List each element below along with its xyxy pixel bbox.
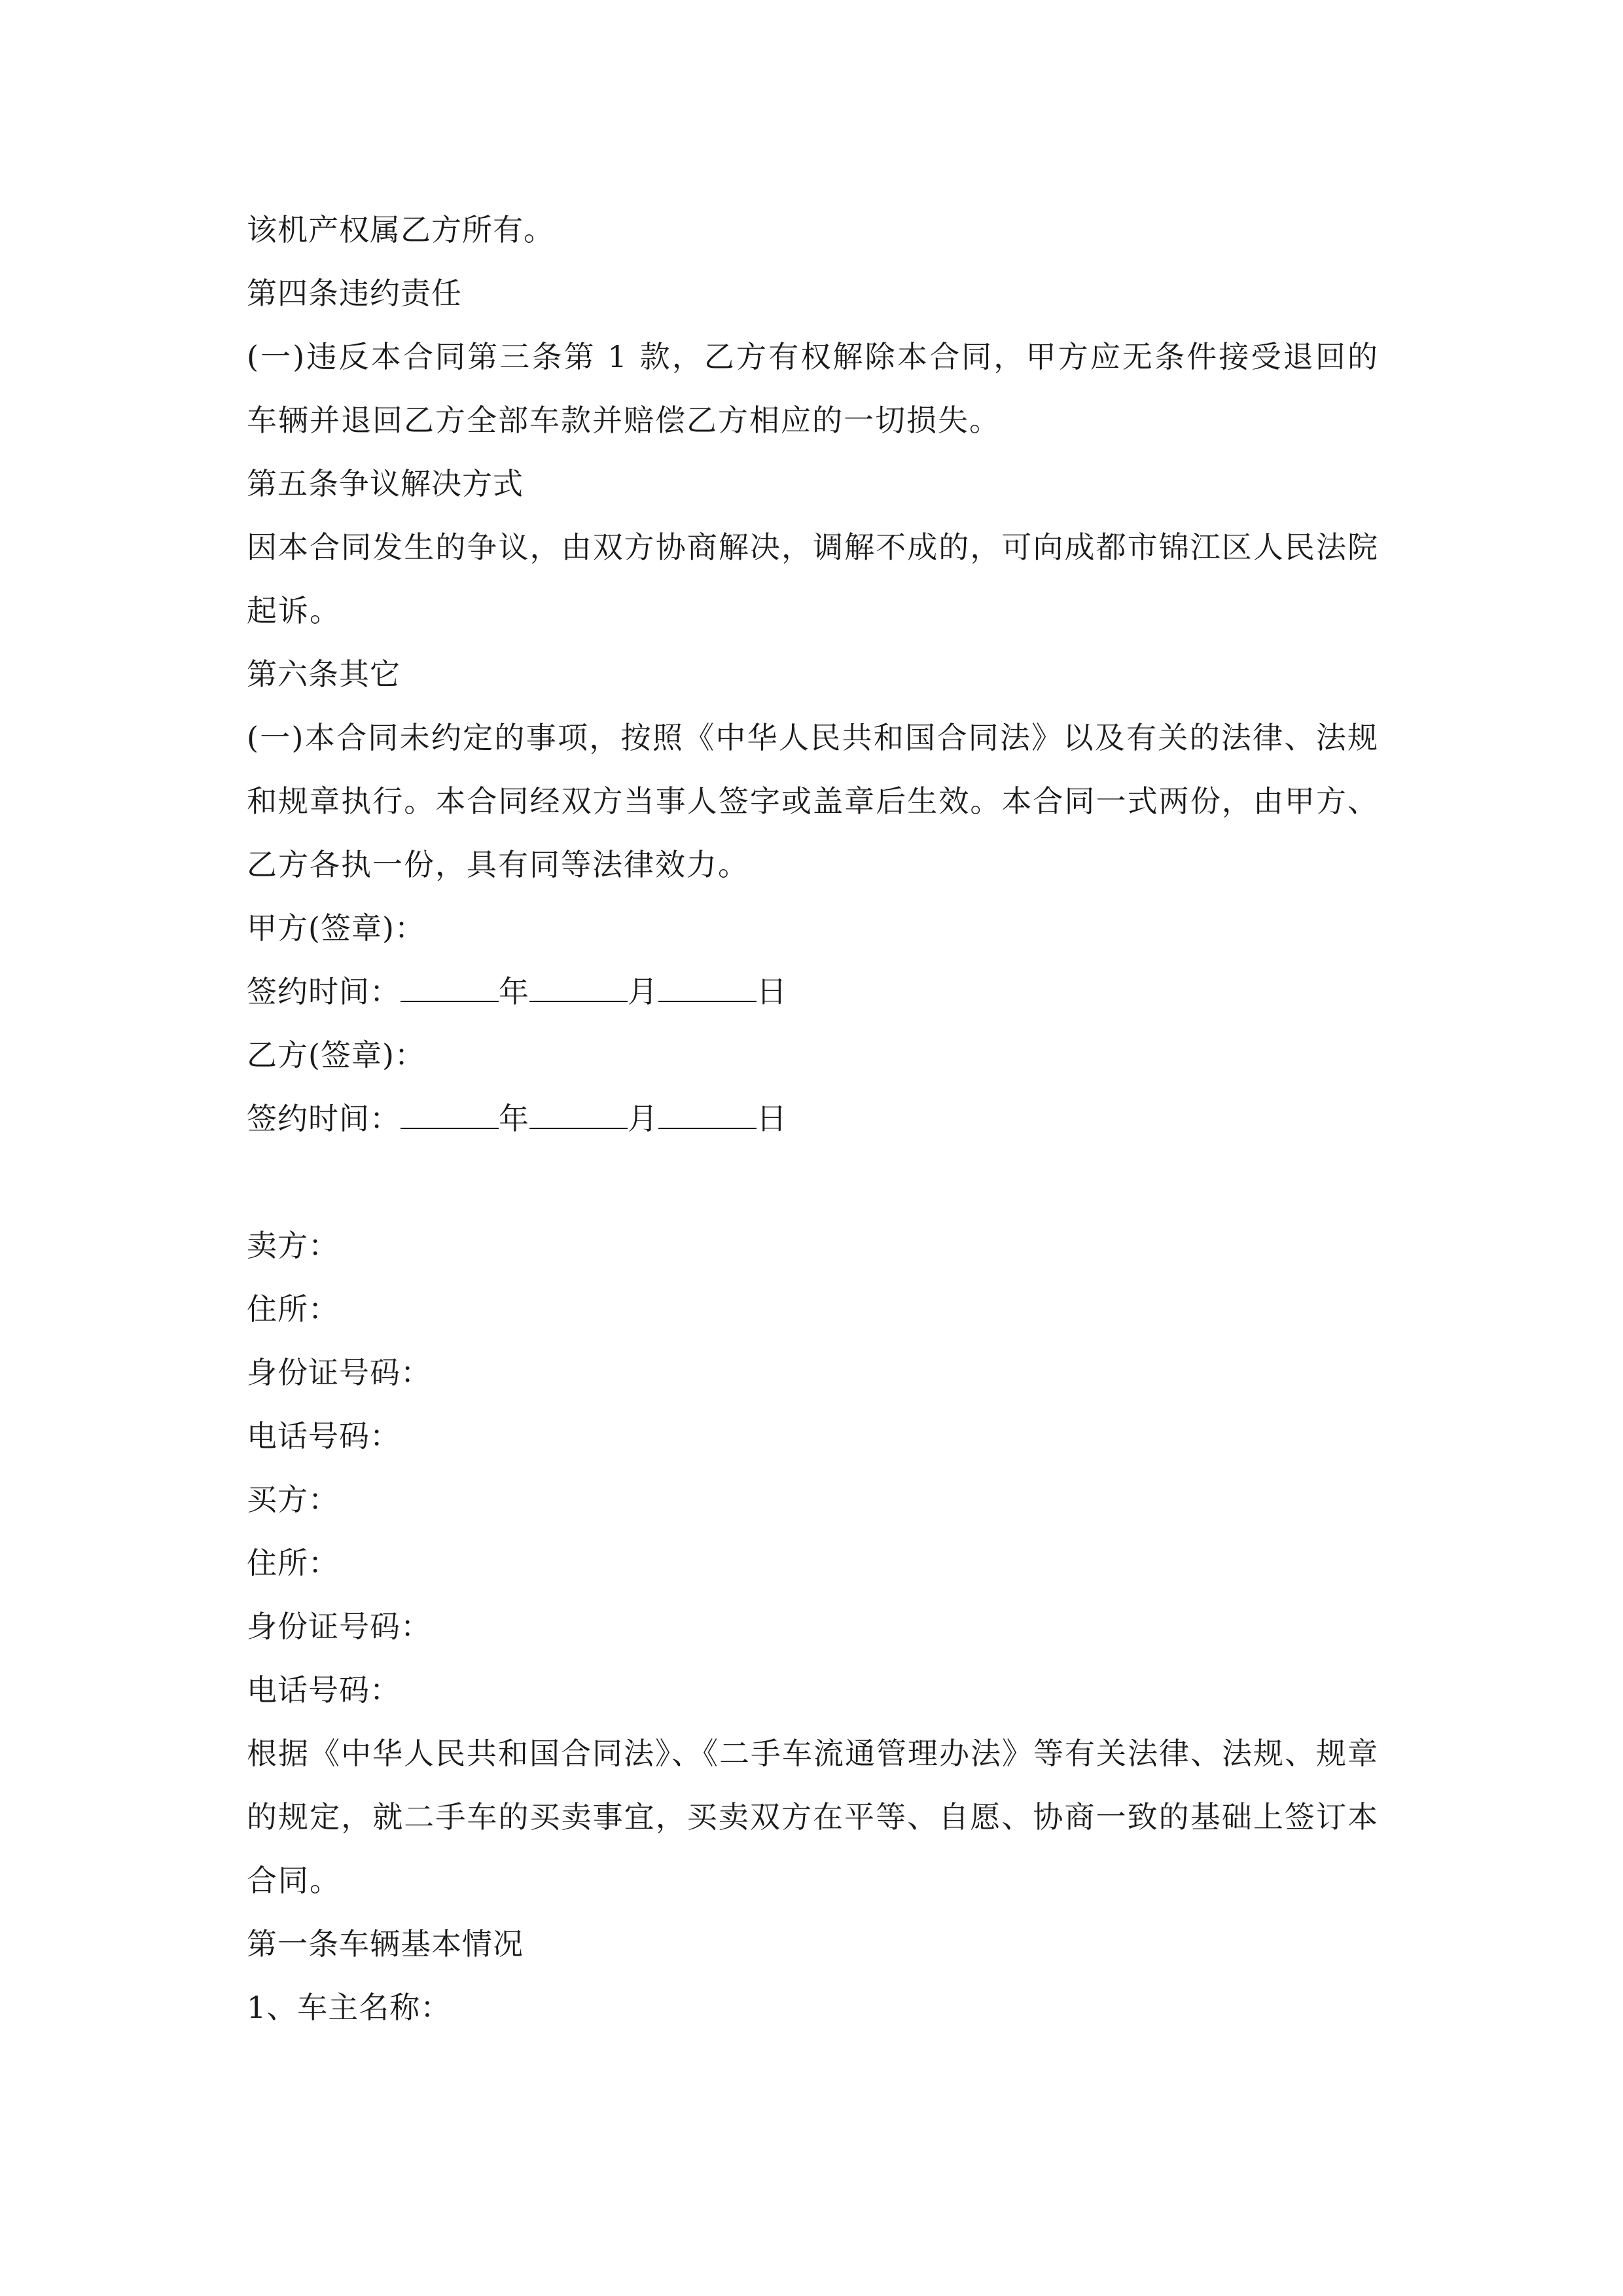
article-4-clause-1: (一)违反本合同第三条第 1 款，乙方有权解除本合同，甲方应无条件接受退回的车辆并退回乙方全部车款并赔偿乙方相应的一切损失。 (247, 339, 1379, 438)
contract-preamble: 根据《中华人民共和国合同法》、《二手车流通管理办法》等有关法律、法规、规章的规定，就二手车的买卖事宜，买卖双方在平等、自愿、协商一致的基础上签订本合同。 (247, 1736, 1379, 1898)
owner-name-label: 1、车主名称： (247, 1990, 452, 2025)
seller-address-label: 住所： (247, 1291, 339, 1327)
article-1-heading: 第一条车辆基本情况 (247, 1926, 524, 1962)
article-5-heading: 第五条争议解决方式 (247, 466, 524, 501)
year-label: 年 (499, 1101, 529, 1136)
buyer-phone-label: 电话号码： (247, 1672, 401, 1708)
month-blank[interactable] (529, 1104, 628, 1129)
signing-date-label: 签约时间： (247, 974, 401, 1009)
month-blank[interactable] (529, 977, 628, 1002)
day-label: 日 (757, 1101, 787, 1136)
year-blank[interactable] (401, 1104, 499, 1129)
ownership-clause-end: 该机产权属乙方所有。 (247, 212, 554, 247)
buyer-label: 买方： (247, 1482, 339, 1517)
section-gap (247, 1151, 1379, 1214)
article-6-clause-1: (一)本合同未约定的事项，按照《中华人民共和国合同法》以及有关的法律、法规和规章执行。本合同经双方当事人签字或盖章后生效。本合同一式两份，由甲方、乙方各执一份，具有同等法律效力。 (247, 720, 1379, 882)
buyer-id-label: 身份证号码： (247, 1609, 431, 1644)
party-b-signature-label: 乙方(签章)： (247, 1037, 425, 1073)
day-blank[interactable] (658, 1104, 757, 1129)
seller-id-label: 身份证号码： (247, 1355, 431, 1390)
party-a-signing-date (247, 960, 1379, 1024)
seller-label: 卖方： (247, 1228, 339, 1263)
month-label: 月 (628, 1101, 658, 1136)
article-5-text: 因本合同发生的争议，由双方协商解决，调解不成的，可向成都市锦江区人民法院起诉。 (247, 529, 1379, 628)
month-label: 月 (628, 974, 658, 1009)
year-blank[interactable] (401, 977, 499, 1002)
signing-date-label: 签约时间： (247, 1101, 401, 1136)
article-4-heading: 第四条违约责任 (247, 276, 462, 311)
party-a-signature-label: 甲方(签章)： (247, 910, 425, 946)
document-body (247, 198, 1379, 2039)
buyer-address-label: 住所： (247, 1545, 339, 1581)
seller-phone-label: 电话号码： (247, 1418, 401, 1454)
day-blank[interactable] (658, 977, 757, 1002)
year-label: 年 (499, 974, 529, 1009)
day-label: 日 (757, 974, 787, 1009)
party-b-signing-date (247, 1087, 1379, 1151)
article-6-heading: 第六条其它 (247, 656, 401, 692)
